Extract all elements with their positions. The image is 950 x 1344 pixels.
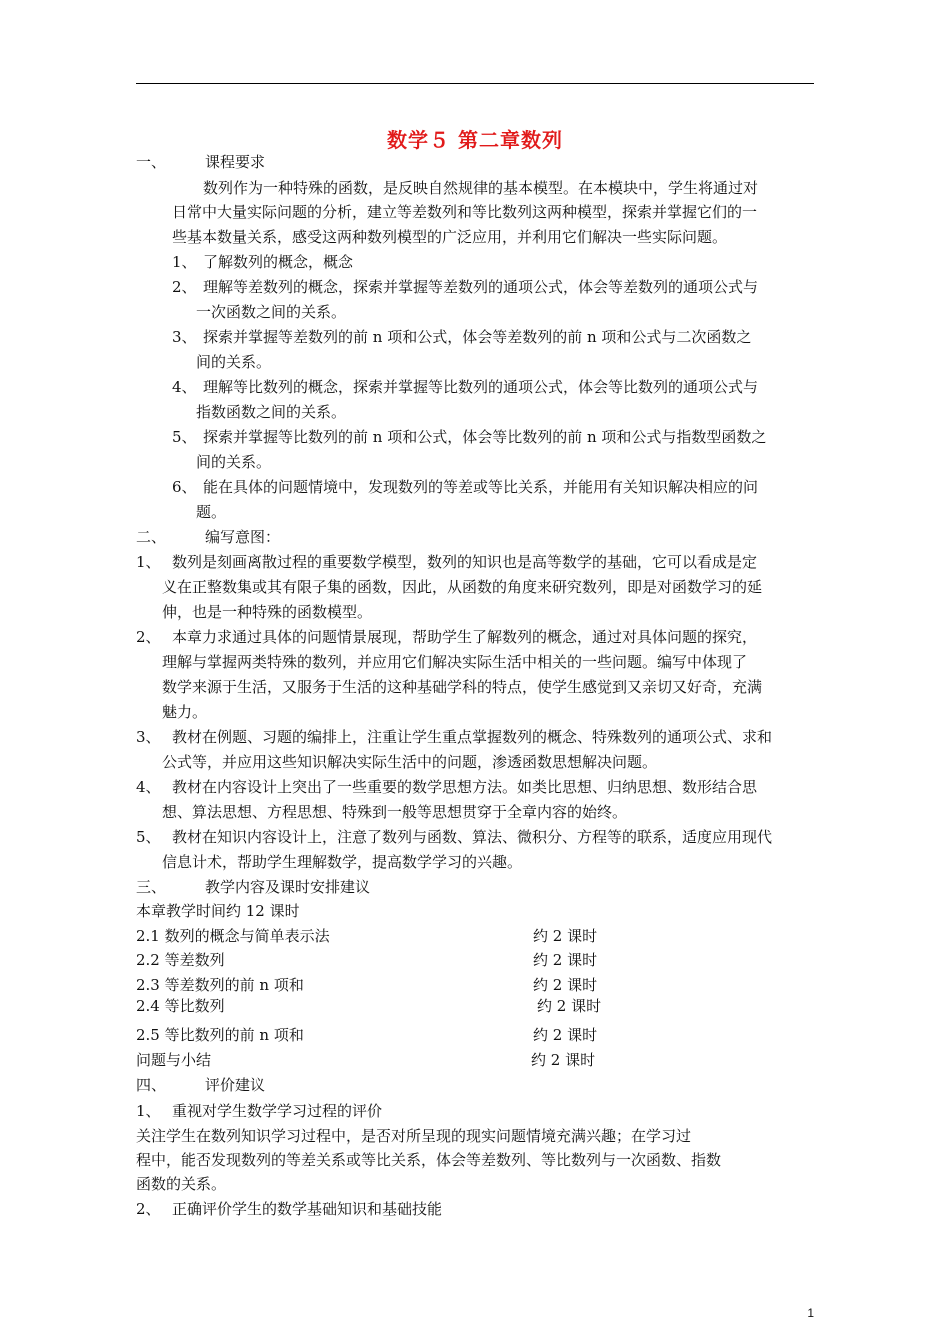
intro-line-3: 些基本数量关系，感受这两种数列模型的广泛应用，并利用它们解决一些实际问题。 <box>172 228 728 246</box>
eval-1-number: 1、 <box>136 1102 161 1120</box>
eval-para-line-1: 关注学生在数列知识学习过程中，是否对所呈现的现实问题情境充满兴趣；在学习过 <box>136 1127 692 1145</box>
intent-4-number: 4、 <box>136 778 161 796</box>
eval-para-line-2: 程中，能否发现数列的等差关系或等比关系，体会等差数列、等比数列与一次函数、指数 <box>136 1151 722 1169</box>
req-5-number: 5、 <box>172 428 197 446</box>
section-4-heading: 评价建议 <box>205 1076 266 1094</box>
intent-1-line-2: 义在正整数集或其有限子集的函数，因此，从函数的角度来研究数列，即是对函数学习的延 <box>162 578 763 596</box>
section-4-number: 四、 <box>136 1076 167 1094</box>
header-rule <box>136 83 814 84</box>
req-1-line-1: 了解数列的概念，概念 <box>203 253 354 271</box>
req-4-line-2: 指数函数之间的关系。 <box>196 403 347 421</box>
req-6-line-1: 能在具体的问题情境中，发现数列的等差或等比关系，并能用有关知识解决相应的问 <box>203 478 759 496</box>
req-6-line-2: 题。 <box>196 503 227 521</box>
intent-4-line-1: 教材在内容设计上突出了一些重要的数学思想方法。如类比思想、归纳思想、数形结合思 <box>172 778 758 796</box>
req-3-line-2: 间的关系。 <box>196 353 272 371</box>
intent-3-line-2: 公式等，并应用这些知识解决实际生活中的问题，渗透函数思想解决问题。 <box>162 753 658 771</box>
section-2-heading: 编写意图： <box>205 528 281 546</box>
section-1-number: 一、 <box>136 153 167 171</box>
intent-2-line-1: 本章力求通过具体的问题情景展现，帮助学生了解数列的概念，通过对具体问题的探究， <box>172 628 758 646</box>
req-6-number: 6、 <box>172 478 197 496</box>
schedule-topic-3: 2.3 等差数列的前 n 项和 <box>136 976 304 994</box>
schedule-hours-3: 约 2 课时 <box>533 976 598 994</box>
intro-line-2: 日常中大量实际问题的分析，建立等差数列和等比数列这两种模型，探索并掌握它们的一 <box>172 203 758 221</box>
schedule-hours-5: 约 2 课时 <box>533 1026 598 1044</box>
intent-2-line-3: 数学来源于生活，又服务于生活的这种基础学科的特点，使学生感觉到又亲切又好奇，充满 <box>162 678 763 696</box>
page-title: 数学５ 第二章数列 <box>387 128 563 152</box>
intent-5-line-2: 信息计术，帮助学生理解数学，提高数学学习的兴趣。 <box>162 853 523 871</box>
schedule-hours-4: 约 2 课时 <box>537 997 602 1015</box>
schedule-topic-5: 2.5 等比数列的前 n 项和 <box>136 1026 304 1044</box>
total-hours: 本章教学时间约 12 课时 <box>136 902 300 920</box>
eval-2-text: 正确评价学生的数学基础知识和基础技能 <box>172 1200 443 1218</box>
intent-4-line-2: 想、算法思想、方程思想、特殊到一般等思想贯穿于全章内容的始终。 <box>162 803 628 821</box>
intro-line-1: 数列作为一种特殊的函数，是反映自然规律的基本模型。在本模块中，学生将通过对 <box>203 179 759 197</box>
intent-2-number: 2、 <box>136 628 161 646</box>
intent-1-line-1: 数列是刻画离散过程的重要数学模型，数列的知识也是高等数学的基础，它可以看成是定 <box>172 553 758 571</box>
schedule-hours-1: 约 2 课时 <box>533 927 598 945</box>
section-3-number: 三、 <box>136 878 167 896</box>
req-2-line-2: 一次函数之间的关系。 <box>196 303 347 321</box>
schedule-topic-4: 2.4 等比数列 <box>136 997 225 1015</box>
eval-1-text: 重视对学生数学学习过程的评价 <box>172 1102 383 1120</box>
intent-2-line-2: 理解与掌握两类特殊的数列，并应用它们解决实际生活中相关的一些问题。编写中体现了 <box>162 653 748 671</box>
req-2-number: 2、 <box>172 278 197 296</box>
section-3-heading: 教学内容及课时安排建议 <box>205 878 371 896</box>
req-5-line-2: 间的关系。 <box>196 453 272 471</box>
schedule-hours-2: 约 2 课时 <box>533 951 598 969</box>
schedule-topic-2: 2.2 等差数列 <box>136 951 225 969</box>
eval-2-number: 2、 <box>136 1200 161 1218</box>
req-4-line-1: 理解等比数列的概念，探索并掌握等比数列的通项公式，体会等比数列的通项公式与 <box>203 378 759 396</box>
intent-1-line-3: 伸，也是一种特殊的函数模型。 <box>162 603 373 621</box>
req-3-line-1: 探索并掌握等差数列的前 n 项和公式，体会等差数列的前 n 项和公式与二次函数之 <box>203 328 752 346</box>
req-2-line-1: 理解等差数列的概念，探索并掌握等差数列的通项公式，体会等差数列的通项公式与 <box>203 278 759 296</box>
section-1-heading: 课程要求 <box>205 153 266 171</box>
intent-5-line-1: 教材在知识内容设计上，注意了数列与函数、算法、微积分、方程等的联系，适度应用现代 <box>172 828 773 846</box>
req-1-number: 1、 <box>172 253 197 271</box>
section-2-number: 二、 <box>136 528 167 546</box>
schedule-topic-6: 问题与小结 <box>136 1051 212 1069</box>
intent-5-number: 5、 <box>136 828 161 846</box>
schedule-hours-6: 约 2 课时 <box>531 1051 596 1069</box>
intent-3-number: 3、 <box>136 728 161 746</box>
req-5-line-1: 探索并掌握等比数列的前 n 项和公式，体会等比数列的前 n 项和公式与指数型函数之 <box>203 428 767 446</box>
page-number: 1 <box>807 1306 814 1320</box>
intent-1-number: 1、 <box>136 553 161 571</box>
intent-3-line-1: 教材在例题、习题的编排上，注重让学生重点掌握数列的概念、特殊数列的通项公式、求和 <box>172 728 773 746</box>
schedule-topic-1: 2.1 数列的概念与简单表示法 <box>136 927 330 945</box>
intent-2-line-4: 魅力。 <box>162 703 208 721</box>
req-4-number: 4、 <box>172 378 197 396</box>
req-3-number: 3、 <box>172 328 197 346</box>
eval-para-line-3: 函数的关系。 <box>136 1175 227 1193</box>
